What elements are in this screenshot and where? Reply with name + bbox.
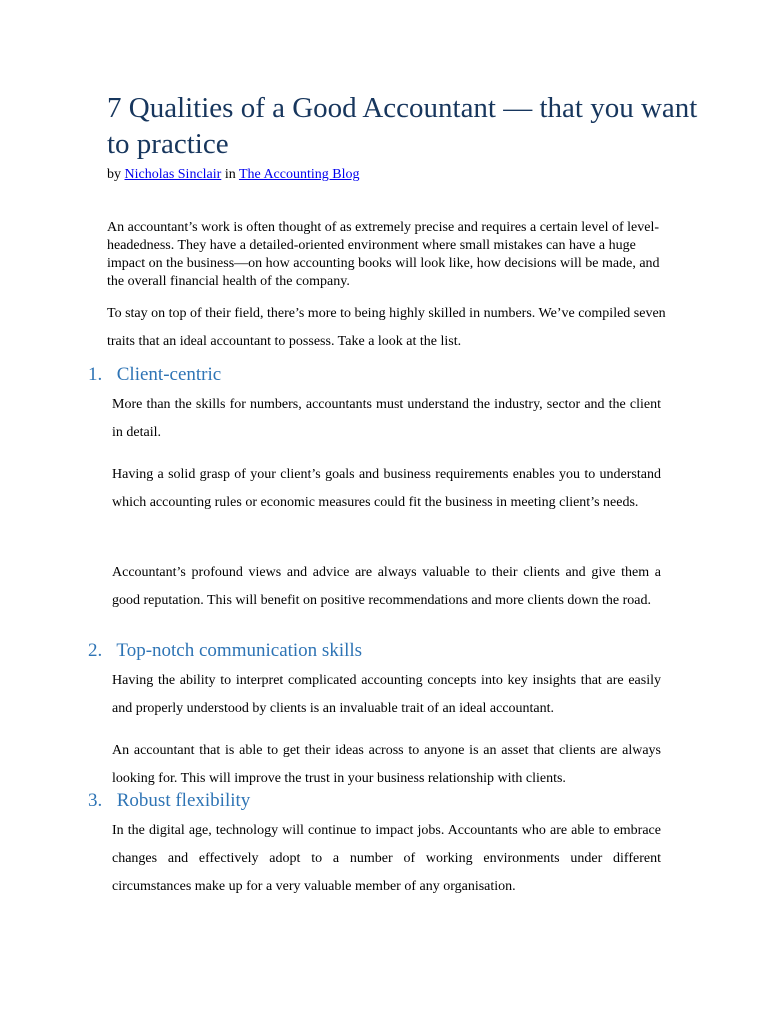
section-title: Top-notch communication skills [116, 640, 363, 661]
byline-connector: in [224, 167, 236, 182]
section-number: 1. [88, 364, 103, 385]
section-number: 3. [88, 790, 103, 811]
section-title: Robust flexibility [116, 790, 251, 811]
intro-paragraph: To stay on top of their field, there’s more to being highly skilled in numbers. We’ve compiled seven traits that an ideal accountant to possess. Take a look at the list. [107, 306, 666, 349]
section-heading [88, 789, 688, 813]
section-heading [88, 363, 688, 387]
section-heading [88, 639, 688, 663]
section-number: 2. [88, 640, 103, 661]
section-paragraph: Having the ability to interpret complicated accounting concepts into key insights that are easily and properly understood by clients is an invaluable trait of an ideal accountant. [112, 673, 661, 716]
section-paragraph: Having a solid grasp of your client’s goals and business requirements enables you to understand which accounting rules or economic measures could fit the business in meeting client’s needs. [112, 467, 661, 510]
section-paragraph: More than the skills for numbers, accountants must understand the industry, sector and the client in detail. [112, 397, 661, 440]
section-title: Client-centric [116, 364, 222, 385]
section-paragraph: An accountant that is able to get their ideas across to anyone is an asset that clients are always looking for. This will improve the trust in your business relationship with clients. [112, 743, 661, 786]
blog-link[interactable]: The Accounting Blog [238, 167, 360, 182]
byline [107, 166, 360, 184]
section-paragraph: Accountant’s profound views and advice are always valuable to their clients and give them a good reputation. This will benefit on positive recommendations and more clients down the road. [112, 565, 661, 608]
author-link[interactable]: Nicholas Sinclair [124, 167, 222, 182]
intro-paragraph: An accountant’s work is often thought of as extremely precise and requires a certain level of level-headedness. They have a detailed-oriented environment where small mistakes can have a huge impact on the business—on how accounting books will look like, how decisions will be made, and the overall financial health of the company. [107, 220, 660, 289]
section-paragraph: In the digital age, technology will continue to impact jobs. Accountants who are able to embrace changes and effectively adopt to a number of working environments under different circumstances make up for a very valuable member of any organisation. [112, 823, 661, 894]
article-title: 7 Qualities of a Good Accountant — that you want to practice [107, 92, 698, 160]
byline-prefix: by [107, 167, 121, 182]
